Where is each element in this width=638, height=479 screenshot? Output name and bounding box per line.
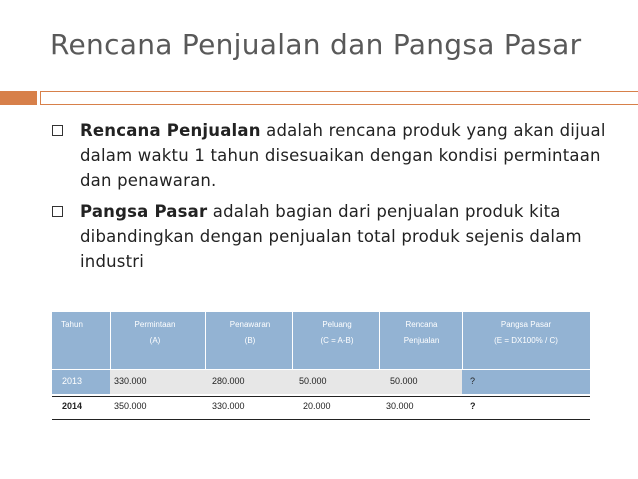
bullet-definition: adalah rencana produk yang akan dijual dalam waktu 1 tahun disesuaikan dengan kondisi permintaan dan penawaran. <box>80 121 606 190</box>
bullet-list <box>52 118 612 280</box>
header-cell-peluang: Peluang (C = A-B) <box>320 320 354 345</box>
slide-title: Rencana Penjualan dan Pangsa Pasar <box>50 28 582 61</box>
table-cell: ? <box>470 401 476 411</box>
header-cell-pangsa-pasar: Pangsa Pasar (E = DX100% / C) <box>494 320 558 345</box>
header-cell-penawaran: Penawaran (B) <box>229 320 271 345</box>
accent-bar-left <box>0 91 37 105</box>
data-table <box>52 312 590 420</box>
table-cell: 2014 <box>62 401 83 411</box>
table-cell: 50.000 <box>299 376 327 386</box>
square-bullet-icon <box>52 206 63 217</box>
table-cell: 280.000 <box>212 376 245 386</box>
accent-bar-right <box>40 91 638 105</box>
table-header <box>52 312 590 369</box>
table-cell: 50.000 <box>390 376 418 386</box>
table-cell: 330.000 <box>212 401 245 411</box>
square-bullet-icon <box>52 125 63 136</box>
table-row <box>52 396 590 420</box>
table-cell: 2013 <box>62 376 83 386</box>
table-row <box>52 370 590 394</box>
bullet-item <box>52 199 612 274</box>
header-cell-tahun: Tahun <box>61 320 83 329</box>
header-cell-rencana: Rencana Penjualan <box>403 320 440 345</box>
header-cell-permintaan: Permintaan (A) <box>134 320 176 345</box>
table-cell: ? <box>470 376 476 386</box>
bullet-text <box>80 199 612 274</box>
bullet-text <box>80 118 612 193</box>
table-cell: 30.000 <box>386 401 414 411</box>
bullet-term: Rencana Penjualan <box>80 121 261 140</box>
table-cell: 20.000 <box>303 401 331 411</box>
table-cell: 330.000 <box>114 376 147 386</box>
bullet-term: Pangsa Pasar <box>80 202 208 221</box>
bullet-item <box>52 118 612 193</box>
bullet-definition: adalah bagian dari penjualan produk kita dibandingkan dengan penjualan total produk sejenis dalam industri <box>80 202 582 271</box>
table-cell: 350.000 <box>114 401 147 411</box>
